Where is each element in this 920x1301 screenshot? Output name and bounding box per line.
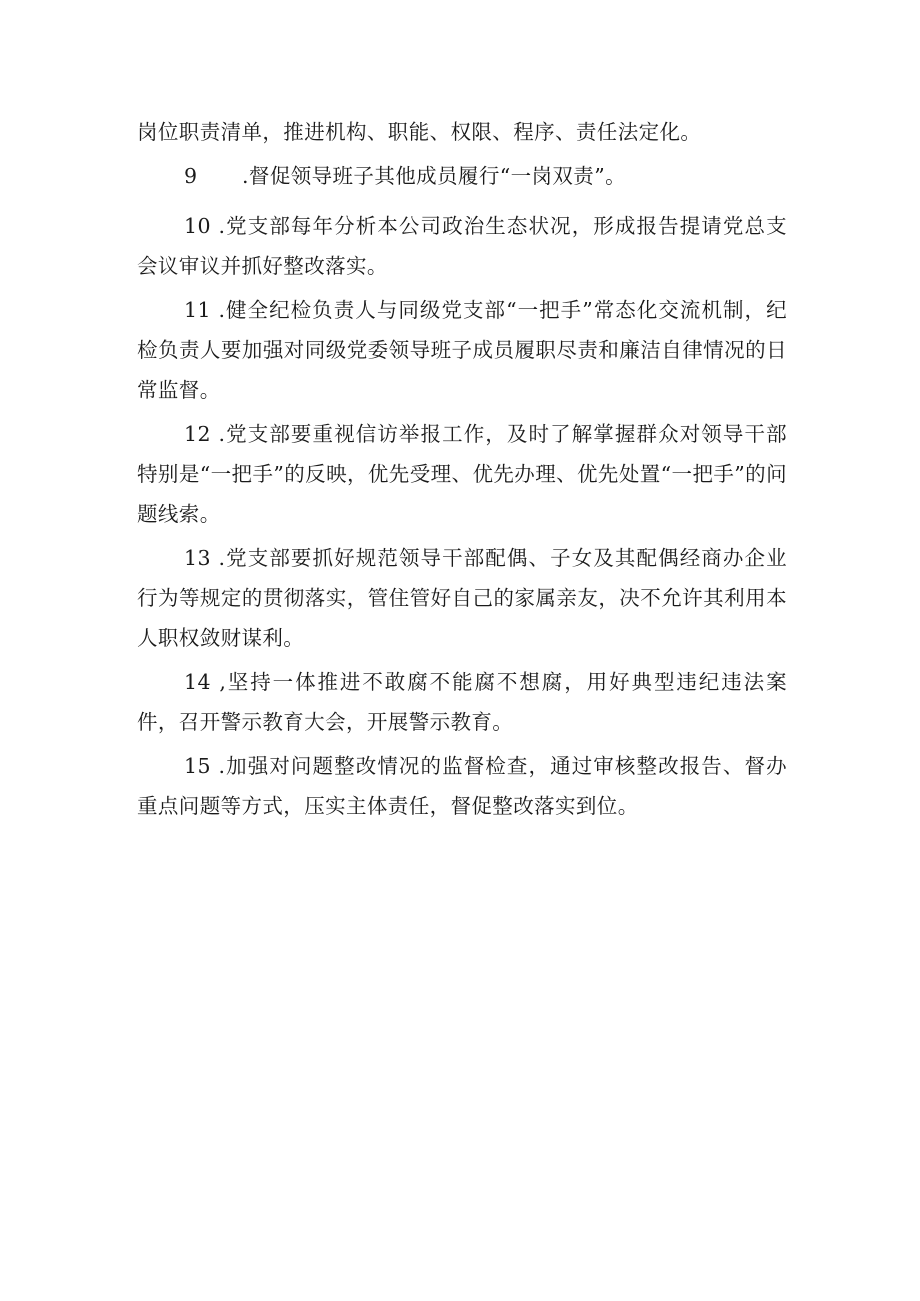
paragraph-item-13 [137,538,787,658]
paragraph-item-14 [137,662,787,742]
item-text: .党支部要抓好规范领导干部配偶、子女及其配偶经商办企业行为等规定的贯彻落实，管住管好自己的家属亲友，决不允许其利用本人职权敛财谋利。 [137,546,787,650]
item-number: 9 [184,164,198,188]
document-page [137,112,787,826]
paragraph-item-12 [137,414,787,534]
paragraph-item-15 [137,746,787,826]
paragraph-item-10 [137,206,787,286]
item-number: 14 [184,670,211,694]
item-number: 11 [184,298,211,322]
item-number: 13 [184,546,211,570]
item-number: 15 [184,754,211,778]
item-text: .党支部每年分析本公司政治生态状况，形成报告提请党总支会议审议并抓好整改落实。 [137,214,787,278]
item-text: .督促领导班子其他成员履行“一岗双责”。 [242,164,626,188]
item-text: .党支部要重视信访举报工作，及时了解掌握群众对领导干部特别是“一把手”的反映，优先受理、优先办理、优先处置“一把手”的问题线索。 [137,422,787,526]
item-number: 10 [184,214,211,238]
item-text: ,坚持一体推进不敢腐不能腐不想腐，用好典型违纪违法案件，召开警示教育大会，开展警示教育。 [137,670,787,734]
paragraph-continuation: 岗位职责清单，推进机构、职能、权限、程序、责任法定化。 [137,120,702,144]
item-text: .加强对问题整改情况的监督检查，通过审核整改报告、督办重点问题等方式，压实主体责任，督促整改落实到位。 [137,754,787,818]
item-text: .健全纪检负责人与同级党支部“一把手”常态化交流机制，纪检负责人要加强对同级党委领导班子成员履职尽责和廉洁自律情况的日常监督。 [137,298,787,402]
item-number: 12 [184,422,211,446]
paragraph-item-11 [137,290,787,410]
paragraph-item-9 [137,156,787,196]
